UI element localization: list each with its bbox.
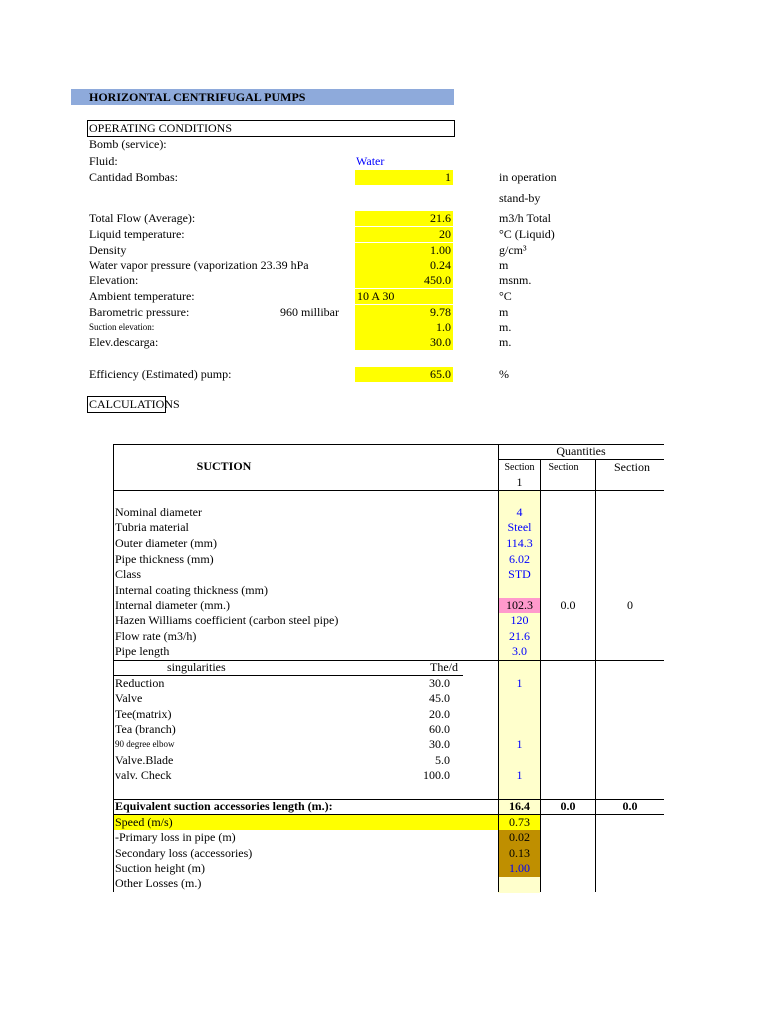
bomb-service-label: Bomb (service): xyxy=(89,137,167,151)
param-label: Pipe length xyxy=(115,644,170,658)
param-s1-value[interactable]: 21.6 xyxy=(509,629,530,643)
singularity-label: Tee(matrix) xyxy=(115,707,172,721)
elevation-unit: msnm. xyxy=(499,273,532,287)
param-label: Nominal diameter xyxy=(115,505,202,519)
ambient-temp-value[interactable]: 10 A 30 xyxy=(355,289,453,304)
total-flow-value[interactable]: 21.6 xyxy=(355,211,453,226)
table-left-line xyxy=(113,444,114,892)
section2-left-line xyxy=(540,459,541,892)
section-1-number: 1 xyxy=(516,475,523,489)
speed-label: Speed (m/s) xyxy=(115,815,173,829)
total-flow-label: Total Flow (Average): xyxy=(89,211,196,225)
section3-left-line xyxy=(595,459,596,892)
operating-conditions-header xyxy=(87,120,455,137)
elevation-value[interactable]: 450.0 xyxy=(355,273,453,288)
suction-elevation-unit: m. xyxy=(499,320,512,334)
density-label: Density xyxy=(89,243,127,257)
qty-pumps-label: Cantidad Bombas: xyxy=(89,170,178,184)
barometric-label: Barometric pressure: xyxy=(89,305,190,319)
suction-elevation-label: Suction elevation: xyxy=(89,322,155,332)
total-flow-unit: m3/h Total xyxy=(499,211,551,225)
ambient-temp-label: Ambient temperature: xyxy=(89,289,195,303)
singularities-header: singularities xyxy=(167,660,226,674)
discharge-elevation-unit: m. xyxy=(499,335,512,349)
section-3-label: Section xyxy=(614,460,650,474)
singularity-thed: 20.0 xyxy=(429,707,450,721)
param-label: Tubria material xyxy=(115,520,189,534)
secondary-loss-label: Secondary loss (accessories) xyxy=(115,846,253,860)
singularity-s1[interactable]: 1 xyxy=(516,737,523,751)
singularity-label: 90 degree elbow xyxy=(115,739,175,749)
fluid-value[interactable]: Water xyxy=(356,154,385,168)
suction-height-label: Suction height (m) xyxy=(115,861,205,875)
internal-diameter-s3: 0 xyxy=(627,598,633,612)
other-losses-label: Other Losses (m.) xyxy=(115,876,202,890)
efficiency-label: Efficiency (Estimated) pump: xyxy=(89,367,232,381)
singularity-label: Valve xyxy=(115,691,143,705)
elevation-label: Elevation: xyxy=(89,273,139,287)
liquid-temp-unit: °C (Liquid) xyxy=(499,227,555,241)
vapor-pressure-unit: m xyxy=(499,258,509,272)
param-label: Internal diameter (mm.) xyxy=(115,598,230,612)
suction-header: SUCTION xyxy=(196,459,252,473)
density-value[interactable]: 1.00 xyxy=(355,243,453,258)
singularity-thed: 5.0 xyxy=(435,753,450,767)
qty-pumps-value[interactable]: 1 xyxy=(355,170,453,185)
internal-diameter-s1: 102.3 xyxy=(506,598,533,612)
singularity-s1[interactable]: 1 xyxy=(516,676,523,690)
density-unit: g/cm³ xyxy=(499,243,527,257)
singularity-thed: 100.0 xyxy=(423,768,450,782)
param-s1-value[interactable]: 120 xyxy=(510,613,529,627)
discharge-elevation-value[interactable]: 30.0 xyxy=(355,335,453,350)
singularity-thed: 60.0 xyxy=(429,722,450,736)
singularity-thed: 30.0 xyxy=(429,676,450,690)
calculations-box xyxy=(87,396,166,413)
equiv-bottom-line xyxy=(113,814,664,815)
singularity-label: Valve.Blade xyxy=(115,753,174,767)
param-s1-value[interactable]: 114.3 xyxy=(506,536,533,550)
singularity-label: Tea (branch) xyxy=(115,722,176,736)
standby-label: stand-by xyxy=(499,191,541,205)
barometric-unit: m xyxy=(499,305,509,319)
section-1-label: Section xyxy=(504,462,535,473)
equiv-length-s2: 0.0 xyxy=(560,799,576,813)
singularity-thed: 30.0 xyxy=(429,737,450,751)
equiv-length-s3: 0.0 xyxy=(622,799,638,813)
singularity-label: Reduction xyxy=(115,676,165,690)
discharge-elevation-label: Elev.descarga: xyxy=(89,335,159,349)
barometric-value[interactable]: 9.78 xyxy=(355,305,453,320)
equiv-length-s1: 16.4 xyxy=(509,799,530,813)
ambient-temp-unit: °C xyxy=(499,289,512,303)
param-label: Class xyxy=(115,567,142,581)
param-label: Internal coating thickness (mm) xyxy=(115,583,268,597)
page-title: HORIZONTAL CENTRIFUGAL PUMPS xyxy=(89,90,306,104)
vapor-pressure-value[interactable]: 0.24 xyxy=(355,258,453,273)
param-s1-value[interactable]: Steel xyxy=(507,520,532,534)
param-label: Flow rate (m3/h) xyxy=(115,629,197,643)
equiv-length-label: Equivalent suction accessories length (m.): xyxy=(115,799,333,813)
singularity-s1[interactable]: 1 xyxy=(516,768,523,782)
internal-diameter-s2: 0.0 xyxy=(560,598,576,612)
fluid-label: Fluid: xyxy=(89,154,118,168)
header-bottom-line xyxy=(113,490,664,491)
primary-loss-s1: 0.02 xyxy=(509,830,530,844)
speed-row-highlight xyxy=(114,815,540,830)
calculations-header: CALCULATIONS xyxy=(89,397,180,411)
speed-s1: 0.73 xyxy=(509,815,530,829)
param-label: Outer diameter (mm) xyxy=(115,536,217,550)
barometric-millibar: 960 millibar xyxy=(280,305,339,319)
secondary-loss-s1: 0.13 xyxy=(509,846,530,860)
param-s1-value[interactable]: 3.0 xyxy=(512,644,527,658)
thed-header: The/d xyxy=(430,660,458,674)
param-s1-value[interactable]: STD xyxy=(508,567,531,581)
singularity-label: valv. Check xyxy=(115,768,172,782)
liquid-temp-value[interactable]: 20 xyxy=(355,227,453,242)
primary-loss-label: -Primary loss in pipe (m) xyxy=(115,830,236,844)
vapor-pressure-label: Water vapor pressure (vaporization 23.39 hPa xyxy=(89,258,309,272)
efficiency-unit: % xyxy=(499,367,509,381)
singularity-thed: 45.0 xyxy=(429,691,450,705)
suction-elevation-value[interactable]: 1.0 xyxy=(355,320,453,335)
param-label: Hazen Williams coefficient (carbon steel pipe) xyxy=(115,613,339,627)
param-s1-value[interactable]: 4 xyxy=(516,505,523,519)
liquid-temp-label: Liquid temperature: xyxy=(89,227,185,241)
param-s1-value[interactable]: 6.02 xyxy=(509,552,530,566)
efficiency-value[interactable]: 65.0 xyxy=(355,367,453,382)
quantities-header: Quantities xyxy=(556,444,606,458)
qty-pumps-unit: in operation xyxy=(499,170,557,184)
param-label: Pipe thickness (mm) xyxy=(115,552,214,566)
section-2-label: Section xyxy=(548,462,579,473)
suction-height-s1[interactable]: 1.00 xyxy=(509,861,530,875)
operating-conditions-label: OPERATING CONDITIONS xyxy=(89,121,232,135)
